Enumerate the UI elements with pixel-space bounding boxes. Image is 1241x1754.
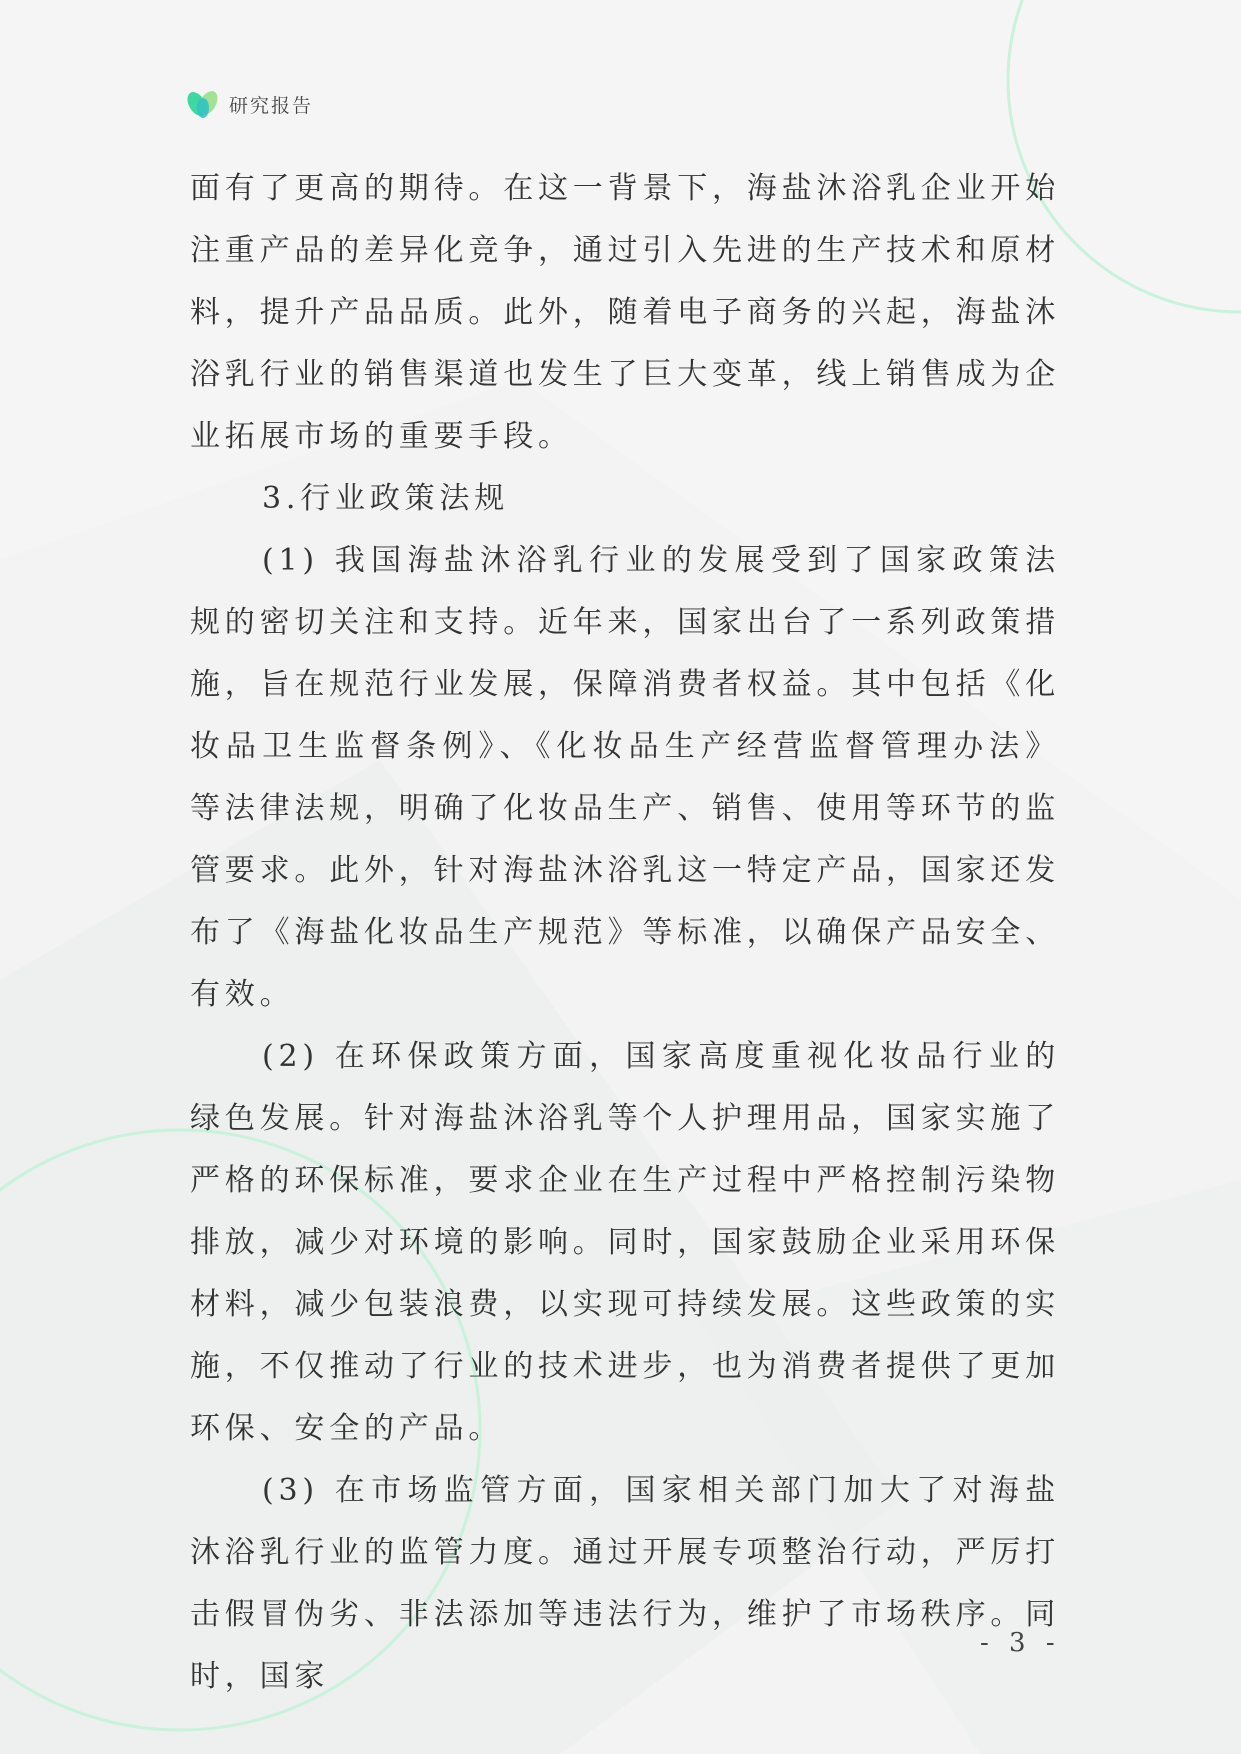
paragraph-policy-1: (1) 我国海盐沐浴乳行业的发展受到了国家政策法规的密切关注和支持。近年来，国家出台了一系列政策措施，旨在规范行业发展，保障消费者权益。其中包括《化妆品卫生监督条例》、《化妆品生产经营监督管理办法》等法律法规，明确了化妆品生产、销售、使用等环节的监管要求。此外，针对海盐沐浴乳这一特定产品，国家还发布了《海盐化妆品生产规范》等标准，以确保产品安全、有效。 <box>190 543 1060 1012</box>
leaf-logo-icon <box>185 86 221 122</box>
paragraph-continued: 面有了更高的期待。在这一背景下，海盐沐浴乳企业开始注重产品的差异化竞争，通过引入先进的生产技术和原材料，提升产品品质。此外，随着电子商务的兴起，海盐沐浴乳行业的销售渠道也发生了巨大变革，线上销售成为企业拓展市场的重要手段。 <box>190 171 1060 454</box>
paragraph-policy-2: (2) 在环保政策方面，国家高度重视化妆品行业的绿色发展。针对海盐沐浴乳等个人护理用品，国家实施了严格的环保标准，要求企业在生产过程中严格控制污染物排放，减少对环境的影响。同时，国家鼓励企业采用环保材料，减少包装浪费，以实现可持续发展。这些政策的实施，不仅推动了行业的技术进步，也为消费者提供了更加环保、安全的产品。 <box>190 1039 1060 1446</box>
page-number: - 3 - <box>980 1628 1061 1658</box>
paragraph-policy-3: (3) 在市场监管方面，国家相关部门加大了对海盐沐浴乳行业的监管力度。通过开展专项整治行动，严厉打击假冒伪劣、非法添加等违法行为，维护了市场秩序。同时，国家 <box>190 1473 1060 1694</box>
report-label: 研究报告 <box>229 94 314 117</box>
section-heading: 3.行业政策法规 <box>262 481 510 516</box>
page-header <box>185 86 313 122</box>
document-body <box>190 158 1060 1708</box>
